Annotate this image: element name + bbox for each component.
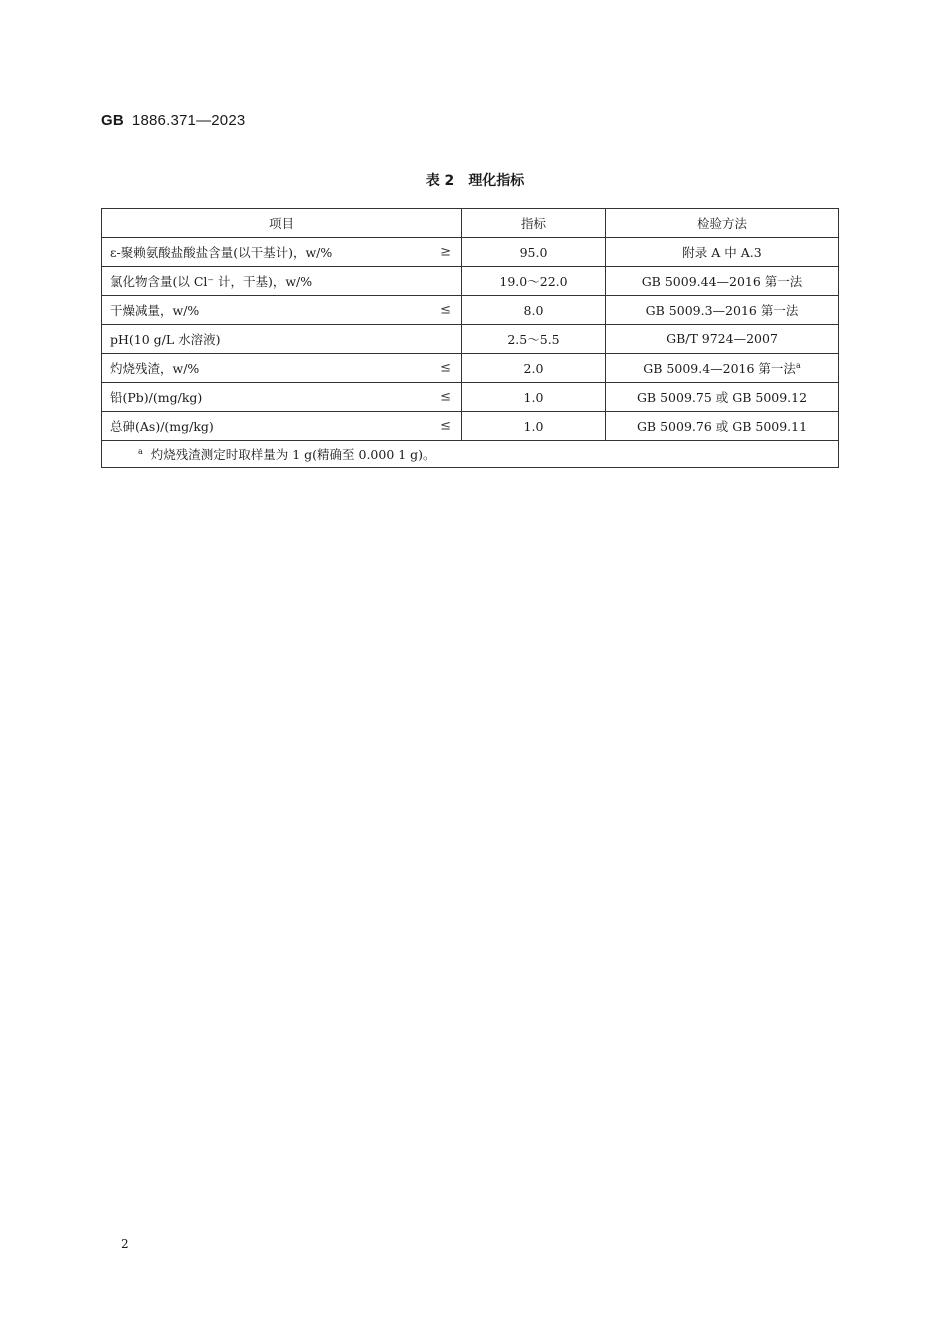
table-footnote (102, 441, 839, 468)
item-label: 铅(Pb)/(mg/kg) (110, 390, 203, 405)
document-header (101, 112, 245, 129)
row-item-cell (102, 296, 462, 325)
standard-prefix: GB (101, 112, 124, 129)
column-header-item: 项目 (102, 209, 462, 238)
item-label: ε-聚赖氨酸盐酸盐含量(以干基计)，w/% (110, 245, 333, 260)
row-item-cell (102, 267, 462, 296)
method-text: GB 5009.75 或 GB 5009.12 (636, 390, 808, 405)
row-value-cell: 2.5～5.5 (462, 325, 606, 354)
row-item-cell (102, 238, 462, 267)
row-method-cell (606, 296, 839, 325)
method-text: GB 5009.76 或 GB 5009.11 (636, 419, 808, 434)
page-number: 2 (121, 1237, 129, 1251)
method-text: GB/T 9724—2007 (666, 331, 778, 347)
row-value-cell: 1.0 (462, 412, 606, 441)
table-row (102, 383, 839, 412)
column-header-method: 检验方法 (606, 209, 839, 238)
item-label: 总砷(As)/(mg/kg) (110, 419, 214, 434)
row-item-cell (102, 354, 462, 383)
method-footnote-marker: a (795, 360, 801, 370)
footnote-text: 灼烧残渣测定时取样量为 1 g(精确至 0.000 1 g)。 (150, 447, 436, 462)
row-method-cell (606, 383, 839, 412)
comparison-symbol: ≤ (440, 418, 451, 434)
item-label: 氯化物含量(以 Cl⁻ 计，干基)，w/% (110, 274, 313, 289)
row-value-cell: 1.0 (462, 383, 606, 412)
row-method-cell (606, 238, 839, 267)
row-value-cell: 8.0 (462, 296, 606, 325)
table-header-row (102, 209, 839, 238)
row-value-cell: 2.0 (462, 354, 606, 383)
row-method-cell (606, 325, 839, 354)
method-text: GB 5009.3—2016 第一法 (645, 303, 799, 318)
row-method-cell (606, 267, 839, 296)
table-row (102, 267, 839, 296)
row-value-cell: 19.0～22.0 (462, 267, 606, 296)
item-label: pH(10 g/L 水溶液) (110, 332, 221, 347)
table-row (102, 238, 839, 267)
physicochemical-spec-table (101, 208, 839, 468)
row-item-cell (102, 325, 462, 354)
comparison-symbol: ≥ (440, 244, 451, 260)
table-row (102, 325, 839, 354)
row-item-cell (102, 383, 462, 412)
footnote-marker: a (138, 446, 143, 456)
method-text: GB 5009.4—2016 第一法 (643, 361, 796, 376)
table-row (102, 354, 839, 383)
comparison-symbol: ≤ (440, 302, 451, 318)
row-method-cell (606, 354, 839, 383)
row-item-cell (102, 412, 462, 441)
comparison-symbol: ≤ (440, 360, 451, 376)
table-title (0, 170, 950, 190)
table-footnote-row (102, 441, 839, 468)
item-label: 灼烧残渣，w/% (110, 361, 200, 376)
table-title-label: 表 2 (425, 173, 455, 189)
row-value-cell: 95.0 (462, 238, 606, 267)
table-row (102, 296, 839, 325)
method-text: GB 5009.44—2016 第一法 (641, 274, 803, 289)
method-text: 附录 A 中 A.3 (682, 245, 762, 260)
table-row (102, 412, 839, 441)
standard-number: 1886.371—2023 (131, 112, 246, 129)
item-label: 干燥减量，w/% (110, 303, 200, 318)
row-method-cell (606, 412, 839, 441)
comparison-symbol: ≤ (440, 389, 451, 405)
table-title-name: 理化指标 (468, 173, 525, 189)
column-header-index: 指标 (462, 209, 606, 238)
